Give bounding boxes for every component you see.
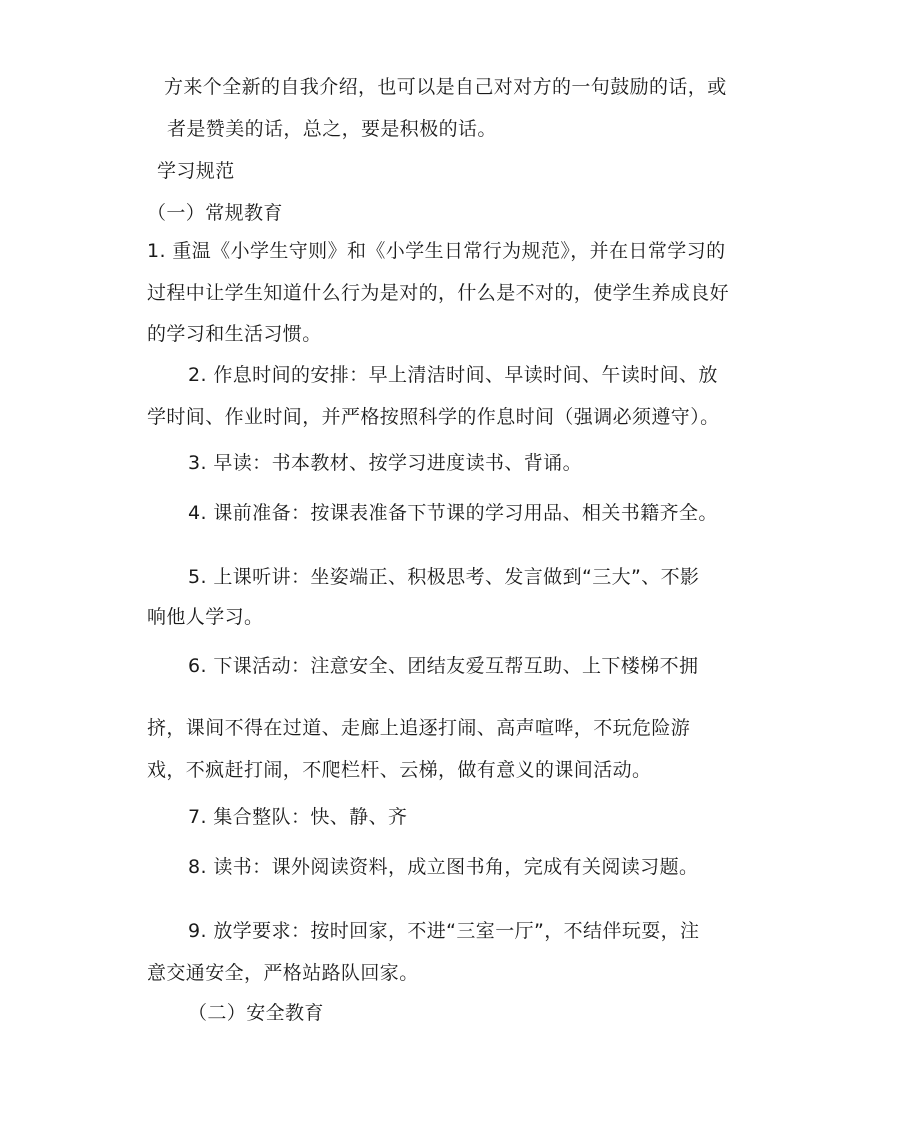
text-line: 意交通安全，严格站路队回家。 — [147, 962, 419, 984]
text-line: 者是赞美的话，总之，要是积极的话。 — [167, 118, 497, 140]
text-line: 8. 读书：课外阅读资料，成立图书角，完成有关阅读习题。 — [188, 856, 699, 878]
text-line: 9. 放学要求：按时回家，不进“三室一厅”，不结伴玩耍，注 — [188, 920, 700, 942]
text-line: 3. 早读：书本教材、按学习进度读书、背诵。 — [188, 452, 582, 474]
text-line: 6. 下课活动：注意安全、团结友爱互帮互助、上下楼梯不拥 — [188, 655, 699, 677]
text-line: 方来个全新的自我介绍，也可以是自己对对方的一句鼓励的话，或 — [164, 76, 727, 98]
text-line: 4. 课前准备：按课表准备下节课的学习用品、相关书籍齐全。 — [188, 502, 718, 524]
text-line: 1. 重温《小学生守则》和《小学生日常行为规范》，并在日常学习的 — [147, 240, 726, 262]
text-line: 的学习和生活习惯。 — [147, 323, 322, 345]
subsection-heading: （一）常规教育 — [147, 202, 283, 224]
text-line: 2. 作息时间的安排：早上清洁时间、早读时间、午读时间、放 — [188, 364, 718, 386]
section-heading: 学习规范 — [157, 160, 235, 182]
text-line: 5. 上课听讲：坐姿端正、积极思考、发言做到“三大”、不影 — [188, 566, 700, 588]
text-line: 戏，不疯赶打闹，不爬栏杆、云梯，做有意义的课间活动。 — [147, 759, 652, 781]
text-line: 挤，课间不得在过道、走廊上追逐打闹、高声喧哗，不玩危险游 — [147, 717, 691, 739]
subsection-heading: （二）安全教育 — [188, 1002, 324, 1024]
text-line: 响他人学习。 — [147, 606, 264, 628]
text-line: 过程中让学生知道什么行为是对的，什么是不对的，使学生养成良好 — [147, 282, 730, 304]
text-line: 7. 集合整队：快、静、齐 — [188, 806, 408, 828]
text-line: 学时间、作业时间，并严格按照科学的作息时间（强调必须遵守）。 — [147, 406, 720, 428]
